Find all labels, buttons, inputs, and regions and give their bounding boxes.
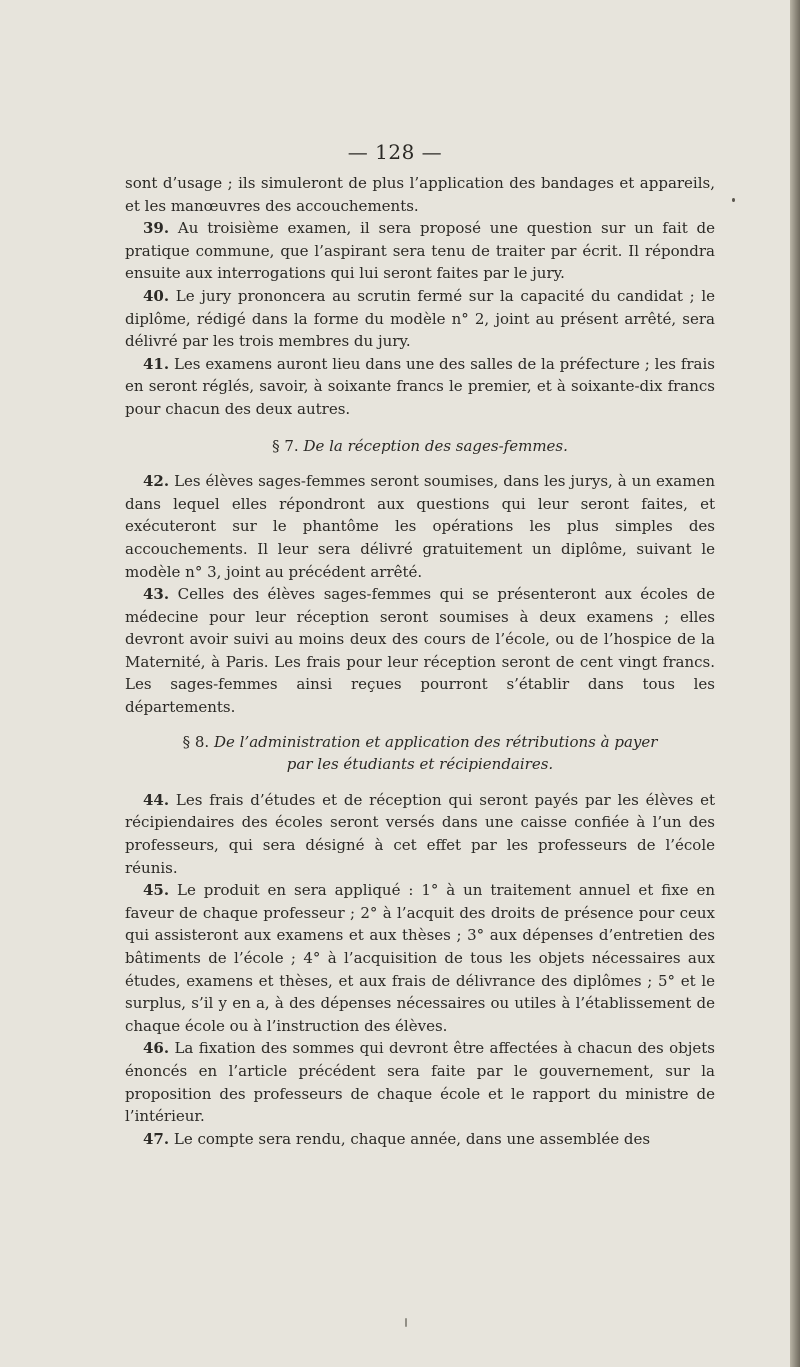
article-39 (125, 217, 715, 285)
paragraph-continued (125, 172, 715, 217)
article-45 (125, 879, 715, 1037)
page-edge-shadow (790, 0, 800, 1367)
article-number: 45. (143, 881, 170, 900)
article-number: 40. (143, 286, 170, 305)
paragraph-text: sont d’usage ; ils simuleront de plus l’application des bandages et appareils, et les manœuvres des accouchements. (125, 174, 715, 215)
article-44 (125, 789, 715, 879)
paper-speck (405, 1318, 407, 1327)
article-46 (125, 1037, 715, 1127)
paragraph-text: Les élèves sages-femmes seront soumises, dans les jurys, à un examen dans lequel elles répondront aux questions qui leur seront faites, et exécuteront sur le phantôme les opérations les plus simples des accouchements. Il leur sera délivré gratuitement un diplôme, suivant le modèle n° 3, joint au précédent arrêté. (125, 472, 715, 581)
paragraph-text: Le compte sera rendu, chaque année, dans une assemblée des (169, 1129, 651, 1148)
page-number: — 128 — (347, 140, 443, 164)
paragraph-text: La fixation des sommes qui devront être affectées à chacun des objets énoncés en l’article précédent sera faite par le gouvernement, sur la proposition des professeurs de chaque école et le rapport du ministre de l’intérieur. (125, 1039, 715, 1126)
article-number: 42. (143, 472, 170, 491)
paragraph-text: Le jury prononcera au scrutin fermé sur la capacité du candidat ; le diplôme, rédigé dans la forme du modèle n° 2, joint au présent arrêté, sera délivré par les trois membres du jury. (125, 286, 715, 351)
article-40 (125, 285, 715, 353)
article-number: 46. (143, 1039, 170, 1058)
body-text (125, 172, 715, 1150)
section-symbol: § 8. (182, 732, 210, 751)
paragraph-text: Le produit en sera appliqué : 1° à un traitement annuel et fixe en faveur de chaque professeur ; 2° à l’acquit des droits de présence pour ceux qui assisteront aux examens et aux thèses ; 3° aux dépenses d’entretien des bâtiments de l’école ; 4° à l’acquisition de tous les objets nécessaires aux études, examens et thèses, et aux frais de délivrance des diplômes ; 5° et le surplus, s’il y en a, à des dépenses nécessaires ou utiles à l’établissement de chaque école ou à l’instruction des élèves. (125, 881, 715, 1035)
article-47 (125, 1128, 715, 1151)
section-title-line1: De l’administration et application des rétributions à payer (213, 732, 658, 751)
paper-speck (732, 198, 735, 202)
article-number: 47. (143, 1129, 170, 1148)
article-41 (125, 353, 715, 421)
section-symbol: § 7. (272, 436, 299, 455)
paragraph-text: Celles des élèves sages-femmes qui se présenteront aux écoles de médecine pour leur réception seront soumises à deux examens ; elles devront avoir suivi au moins deux des cours de l’école, ou de l’hospice de la Maternité, à Paris. Les frais pour leur réception seront de cent vingt francs. Les sages-femmes ainsi reçues pourront s’établir dans tous les départements. (125, 585, 715, 717)
article-42 (125, 470, 715, 583)
section-title-line2: par les étudiants et récipiendaires. (286, 755, 554, 774)
section-heading-7 (125, 435, 715, 458)
article-43 (125, 583, 715, 719)
section-heading-8 (125, 731, 715, 776)
paragraph-text: Les examens auront lieu dans une des salles de la préfecture ; les frais en seront réglés, savoir, à soixante francs le premier, et à soixante-dix francs pour chacun des deux autres. (125, 354, 715, 418)
paragraph-text: Les frais d’études et de réception qui seront payés par les élèves et récipiendaires des écoles seront versés dans une caisse confiée à l’un des professeurs, qui sera désigné à cet effet par les professeurs de l’école réunis. (125, 790, 715, 877)
article-number: 44. (143, 790, 170, 809)
section-title: De la réception des sages-femmes. (303, 436, 568, 455)
article-number: 43. (143, 585, 170, 604)
article-number: 39. (143, 219, 170, 238)
paragraph-text: Au troisième examen, il sera proposé une question sur un fait de pratique commune, que l’aspirant sera tenu de traiter par écrit. Il répondra ensuite aux interrogations qui lui seront faites par le jury. (125, 219, 715, 283)
article-number: 41. (143, 354, 170, 373)
